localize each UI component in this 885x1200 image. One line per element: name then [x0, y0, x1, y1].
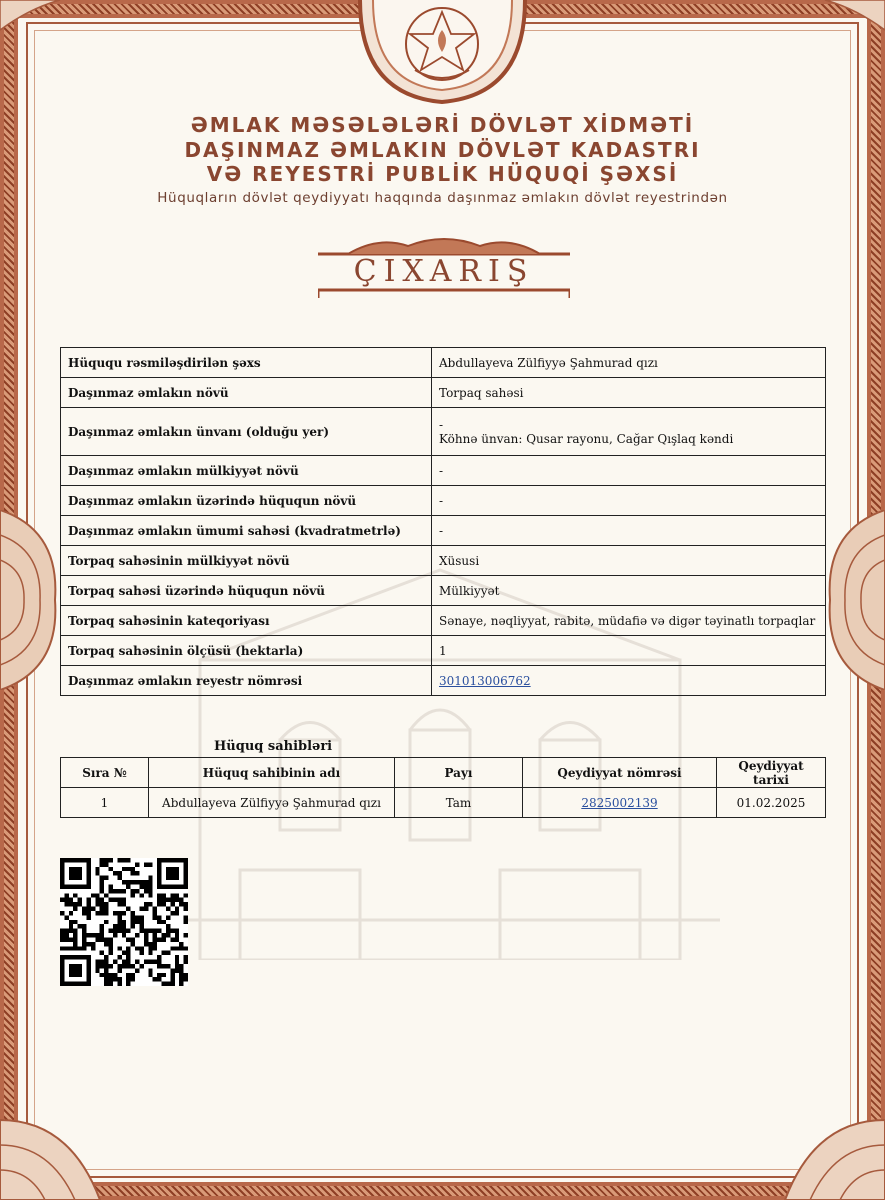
field-label: Daşınmaz əmlakın mülkiyyət növü — [61, 456, 432, 486]
address-old: Köhnə ünvan: Qusar rayonu, Cağar Qışlaq kəndi — [439, 431, 734, 446]
field-value: Torpaq sahəsi — [432, 378, 826, 408]
bottom-right-corner-ornament — [775, 1100, 885, 1200]
table-row — [61, 788, 826, 818]
field-value: Xüsusi — [432, 546, 826, 576]
registry-number-link[interactable]: 301013006762 — [439, 673, 531, 688]
table-row — [61, 606, 826, 636]
field-value: Sənaye, nəqliyyat, rabitə, müdafiə və digər təyinatlı torpaqlar — [432, 606, 826, 636]
table-row — [61, 666, 826, 696]
bottom-left-corner-ornament — [0, 1100, 110, 1200]
agency-name-line-3: VƏ REYESTRİ PUBLİK HÜQUQİ ŞƏXSİ — [206, 162, 679, 186]
top-right-corner-ornament — [775, 0, 885, 100]
left-rosette-ornament — [0, 510, 60, 690]
field-label: Daşınmaz əmlakın ünvanı (olduğu yer) — [61, 408, 432, 456]
document-subtitle: Hüquqların dövlət qeydiyyatı haqqında daşınmaz əmlakın dövlət reyestrindən — [157, 190, 728, 206]
owner-registration-number — [523, 788, 717, 818]
column-header: Qeydiyyat tarixi — [717, 758, 826, 788]
table-row — [61, 636, 826, 666]
field-label: Daşınmaz əmlakın ümumi sahəsi (kvadratmetrlə) — [61, 516, 432, 546]
field-label: Torpaq sahəsinin ölçüsü (hektarla) — [61, 636, 432, 666]
top-left-corner-ornament — [0, 0, 110, 100]
table-row — [61, 546, 826, 576]
agency-name-line-1: ƏMLAK MƏSƏLƏLƏRİ DÖVLƏT XİDMƏTİ — [190, 113, 695, 137]
field-value: Mülkiyyət — [432, 576, 826, 606]
field-value-address — [432, 408, 826, 456]
agency-name-line-2: DAŞINMAZ ƏMLAKIN DÖVLƏT KADASTRI — [184, 138, 701, 162]
property-info-table — [60, 347, 826, 696]
column-header: Qeydiyyat nömrəsi — [523, 758, 717, 788]
owner-index: 1 — [61, 788, 149, 818]
field-label: Torpaq sahəsi üzərində hüququn növü — [61, 576, 432, 606]
field-label: Hüququ rəsmiləşdirilən şəxs — [61, 348, 432, 378]
right-rosette-ornament — [825, 510, 885, 690]
field-label: Daşınmaz əmlakın üzərində hüququn növü — [61, 486, 432, 516]
field-label: Daşınmaz əmlakın növü — [61, 378, 432, 408]
field-label: Torpaq sahəsinin kateqoriyası — [61, 606, 432, 636]
owner-share: Tam — [395, 788, 523, 818]
owner-name: Abdullayeva Zülfiyyə Şahmurad qızı — [149, 788, 395, 818]
document-title: ÇIXARIŞ — [353, 254, 535, 289]
field-value — [432, 666, 826, 696]
table-row — [61, 348, 826, 378]
field-label: Daşınmaz əmlakın reyestr nömrəsi — [61, 666, 432, 696]
state-emblem-icon — [355, 0, 530, 105]
table-row — [61, 486, 826, 516]
table-row — [61, 456, 826, 486]
field-label: Torpaq sahəsinin mülkiyyət növü — [61, 546, 432, 576]
table-header-row — [61, 758, 826, 788]
registration-number-link[interactable]: 2825002139 — [581, 795, 658, 810]
table-row — [61, 516, 826, 546]
table-row — [61, 378, 826, 408]
field-value: - — [432, 456, 826, 486]
field-value: - — [432, 486, 826, 516]
qr-code-icon[interactable] — [60, 858, 188, 986]
table-row — [61, 408, 826, 456]
column-header: Hüquq sahibinin adı — [149, 758, 395, 788]
column-header: Payı — [395, 758, 523, 788]
owner-registration-date: 01.02.2025 — [717, 788, 826, 818]
field-value: - — [432, 516, 826, 546]
table-row — [61, 576, 826, 606]
field-value: Abdullayeva Zülfiyyə Şahmurad qızı — [432, 348, 826, 378]
owners-section-title: Hüquq sahibləri — [214, 739, 333, 754]
field-value: 1 — [432, 636, 826, 666]
address-current: - — [439, 417, 444, 432]
column-header: Sıra № — [61, 758, 149, 788]
owners-table — [60, 757, 826, 818]
